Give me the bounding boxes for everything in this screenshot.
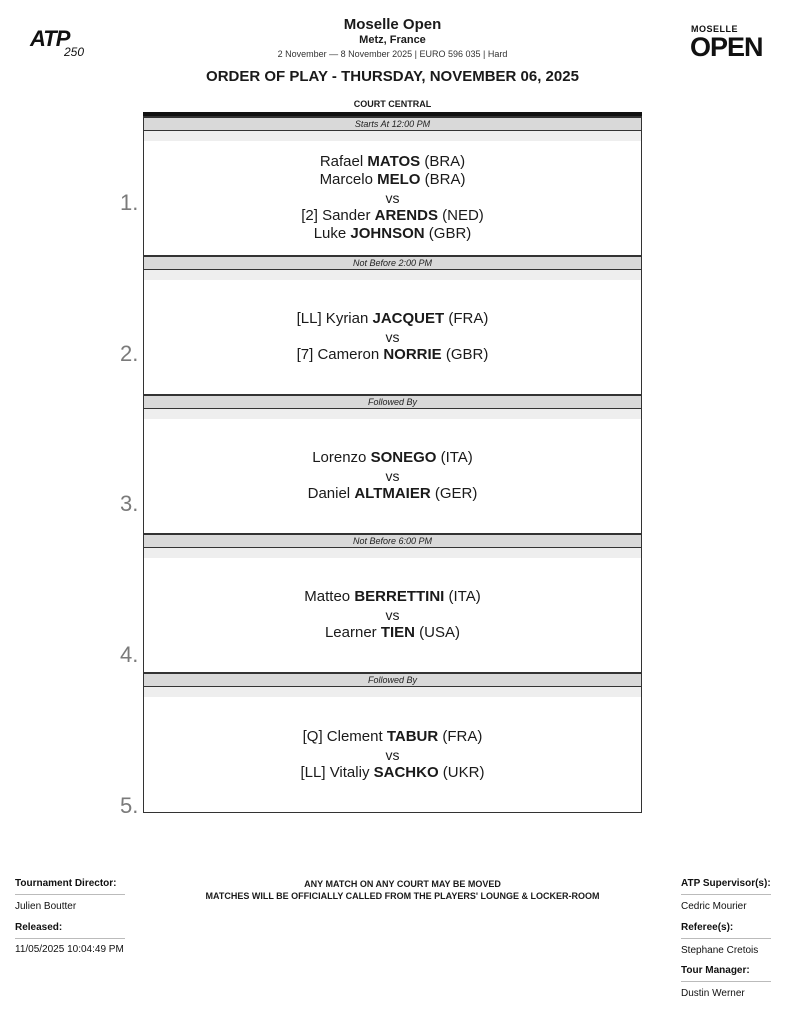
released-value: 11/05/2025 10:04:49 PM — [15, 944, 124, 955]
versus-label: vs — [385, 746, 400, 763]
match-schedule — [143, 112, 642, 813]
match-stripe — [144, 548, 641, 558]
tour-manager-value: Dustin Werner — [681, 988, 745, 999]
tournament-location: Metz, France — [359, 34, 426, 46]
match-time-bar: Starts At 12:00 PM — [143, 116, 642, 131]
tournament-dates-info: 2 November — 8 November 2025 | EURO 596 035 | Hard — [277, 49, 508, 59]
match-box — [143, 548, 642, 672]
match-box — [143, 270, 642, 394]
match-stripe — [144, 687, 641, 697]
match-time-bar: Followed By — [143, 394, 642, 409]
player-line: [2] Sander ARENDS (NED) — [301, 207, 484, 224]
versus-label: vs — [385, 607, 400, 623]
player-line: Learner TIEN (USA) — [324, 624, 461, 641]
player-line: Matteo BERRETTINI (ITA) — [304, 588, 481, 605]
divider — [681, 938, 771, 939]
match-time-bar: Not Before 2:00 PM — [143, 255, 642, 270]
notice-line: ANY MATCH ON ANY COURT MAY BE MOVED — [304, 879, 501, 889]
tournament-name: Moselle Open — [343, 16, 442, 33]
player-line: Lorenzo SONEGO (ITA) — [312, 449, 473, 466]
versus-label: vs — [385, 190, 400, 206]
supervisor-label: ATP Supervisor(s): — [681, 878, 771, 889]
divider — [15, 938, 125, 939]
match-players — [144, 558, 641, 672]
match-time-bar: Not Before 6:00 PM — [143, 533, 642, 548]
match-box — [143, 131, 642, 255]
match-number: 3. — [120, 491, 139, 516]
player-line: [LL] Kyrian JACQUET (FRA) — [296, 310, 489, 327]
match-box — [143, 409, 642, 533]
notice-line: MATCHES WILL BE OFFICIALLY CALLED FROM THE PLAYERS' LOUNGE & LOCKER-ROOM — [205, 891, 600, 901]
match-players — [144, 697, 641, 812]
schedule-notice — [150, 878, 655, 902]
match-stripe — [144, 270, 641, 280]
supervisor-value: Cedric Mourier — [681, 901, 747, 912]
match-stripe — [144, 131, 641, 141]
referee-value: Stephane Cretois — [681, 945, 759, 956]
match-number: 5. — [120, 793, 139, 818]
order-of-play-title: ORDER OF PLAY - THURSDAY, NOVEMBER 06, 2025 — [206, 68, 579, 85]
atp-logo-number: 250 — [64, 45, 85, 59]
match-number: 2. — [120, 341, 139, 366]
match-players — [144, 419, 641, 533]
player-line: Marcelo MELO (BRA) — [319, 171, 466, 188]
match-players — [144, 141, 641, 255]
divider — [15, 894, 125, 895]
moselle-logo-big: OPEN — [690, 32, 763, 62]
match-number: 1. — [120, 190, 139, 215]
match-box — [143, 687, 642, 813]
court-name: COURT CENTRAL — [353, 99, 432, 109]
divider — [681, 981, 771, 982]
director-value: Julien Boutter — [15, 901, 77, 912]
tour-manager-label: Tour Manager: — [681, 965, 750, 976]
player-line: Daniel ALTMAIER (GER) — [307, 485, 478, 502]
player-line: Luke JOHNSON (GBR) — [313, 225, 472, 242]
player-line: Rafael MATOS (BRA) — [319, 153, 466, 170]
player-line: [LL] Vitaliy SACHKO (UKR) — [300, 763, 485, 781]
director-label: Tournament Director: — [15, 878, 117, 889]
moselle-logo-small: MOSELLE — [691, 24, 739, 34]
match-players — [144, 280, 641, 394]
match-stripe — [144, 409, 641, 419]
match-time-bar: Followed By — [143, 672, 642, 687]
player-line: [7] Cameron NORRIE (GBR) — [296, 346, 489, 363]
released-label: Released: — [15, 922, 63, 933]
atp-logo-text: ATP — [30, 26, 70, 51]
versus-label: vs — [385, 468, 400, 484]
match-number: 4. — [120, 642, 139, 667]
versus-label: vs — [385, 329, 400, 345]
divider — [681, 894, 771, 895]
player-line: [Q] Clement TABUR (FRA) — [302, 727, 483, 745]
referee-label: Referee(s): — [681, 922, 734, 933]
